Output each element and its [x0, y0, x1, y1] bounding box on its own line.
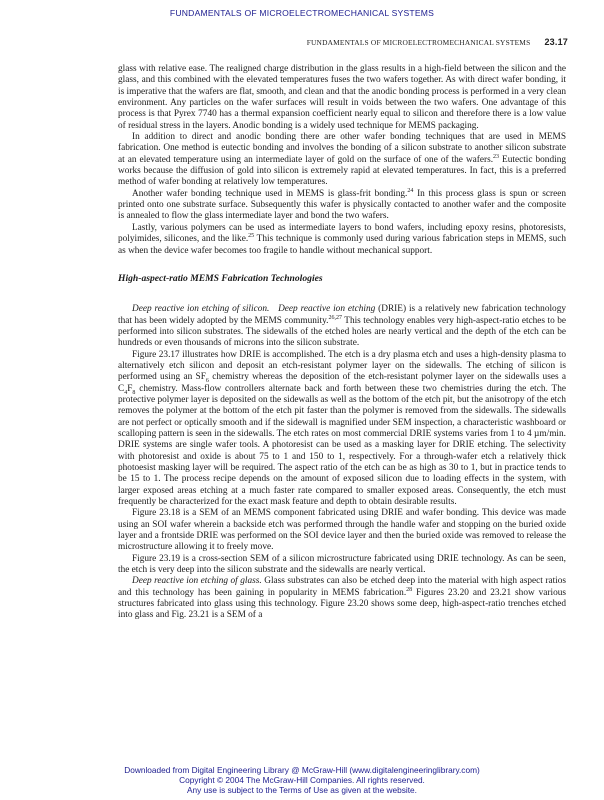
- reference-number: 24: [407, 187, 414, 194]
- paragraph: [118, 576, 566, 621]
- reference-number: 23: [493, 153, 500, 160]
- subscript: 4: [124, 389, 128, 396]
- paragraph: [118, 304, 566, 349]
- text: This technology enables very high-aspect-ratio etches to be performed into silicon substrates. The sidewalls of the etched holes are nearly vertical and the depth of the etch can be hundreds or even thousands of microns into the silicon substrate.: [118, 315, 566, 349]
- paragraph: [118, 189, 566, 223]
- footer-line-terms[interactable]: Any use is subject to the Terms of Use as given at the website.: [187, 785, 417, 795]
- text: Another wafer bonding technique used in MEMS is glass-frit bonding.: [132, 188, 408, 199]
- paragraph: [118, 350, 566, 509]
- paragraph: Figure 23.18 is a SEM of an MEMS component fabricated using DRIE and wafer bonding. This device was made using an SOI wafer wherein a backside etch was performed through the handle wafer and stopping on the buried oxide layer and a frontside DRIE was performed on the SOI device layer and then the buried oxide was removed to release the microstructure allowing it to freely move.: [118, 508, 566, 553]
- subscript: 8: [132, 389, 136, 396]
- text: In addition to direct and anodic bonding there are other wafer bonding techniques that are used in MEMS fabrication. One method is eutectic bonding and involves the bonding of a silicon substrate to another silicon substrate at an elevated temperature using an intermediate layer of gold on the surface of one of the wafers.: [118, 132, 566, 165]
- paragraph: [118, 132, 566, 189]
- text: (DRIE) is a relatively new fabrication technology that has been widely adopted by the MEMS community.: [118, 304, 566, 326]
- run-in-heading: Deep reactive ion etching of glass.: [132, 576, 262, 587]
- text: Glass substrates can also be etched deep into the material with high aspect ratios and this technology has been gaining in popularity in MEMS fabrication.: [118, 576, 567, 598]
- footer-line-copyright: Copyright © 2004 The McGraw-Hill Companies. All rights reserved.: [179, 775, 425, 785]
- paragraph: [118, 223, 566, 257]
- footer-line-download[interactable]: Downloaded from Digital Engineering Library @ McGraw-Hill (www.digitalengineeringlibrary.com): [124, 765, 480, 775]
- text: This technique is commonly used during various fabrication steps in MEMS, such as when the device wafer becomes too fragile to handle without mechanical support.: [118, 234, 566, 256]
- defined-term: Deep reactive ion etching: [278, 304, 376, 315]
- reference-number: 26,27: [328, 314, 342, 321]
- text: In this process glass is spun or screen printed onto one substrate surface. Subsequently this wafer is physically contacted to another wafer and the composite is annealed to flow the glass intermediate layer and bond the two wafers.: [118, 188, 566, 222]
- running-head: [307, 37, 568, 47]
- running-head-title: FUNDAMENTALS OF MICROELECTROMECHANICAL SYSTEMS: [306, 38, 531, 47]
- text: chemistry. Mass-flow controllers alternate back and forth between these two chemistries during the etch. The protective polymer layer is deposited on the sidewalls as well as the bottom of the etch pit, but the anisotropy of the etch removes the polymer at the bottom of the etch pit faster than the polymer is removed from the sidewalls. The sidewalls are not perfect or optically smooth and if the sidewall is magnified under SEM inspection, a characteristic washboard or scalloping pattern is seen in the sidewalls. The etch rates on most commercial DRIE systems varies from 1 to 4 µm/min. DRIE systems are single wafer tools. A photoresist can be used as a masking layer for DRIE etching. The selectivity with photoresist and oxide is about 75 to 1 and 150 to 1, respectively. For a through-wafer etch a relatively thick photoesist masking layer will be required. The aspect ratio of the etch can be as high as 30 to 1, but in practice tends to be 15 to 1. The process recipe depends on the amount of exposed silicon due to loading effects in the system, with larger exposed areas etching at a much faster rate compared to smaller exposed areas. Consequently, the etch must frequently be characterized for the exact mask feature and depth to obtain desirable results.: [118, 383, 566, 508]
- section-heading: High-aspect-ratio MEMS Fabrication Technologies: [118, 272, 323, 284]
- text: chemistry whereas the deposition of the etch-resistant polymer layer on the sidewalls uses a C: [118, 372, 567, 394]
- text: Lastly, various polymers can be used as intermediate layers to bond wafers, including epoxy resins, photoresists, polyimides, silicones, and the like.: [118, 222, 566, 245]
- text: Eutectic bonding works because the diffusion of gold into silicon is extremely rapid at elevated temperatures. In fact, this is a preferred method of wafer bonding at relatively low temperatures.: [118, 154, 566, 188]
- page-number: 23.17: [544, 37, 568, 47]
- run-in-heading: Deep reactive ion etching of silicon.: [132, 304, 270, 315]
- paragraph: Figure 23.19 is a cross-section SEM of a silicon microstructure fabricated using DRIE technology. As can be seen, the etch is very deep into the silicon substrate and the sidewalls are nearly vertical.: [118, 553, 566, 576]
- reference-number: 28: [406, 586, 413, 593]
- paragraph: glass with relative ease. The realigned charge distribution in the glass results in a high-field between the silicon and the glass, and this combined with the elevated temperatures fuses the two wafers together. As with direct wafer bonding, it is imperative that the wafers are flat, smooth, and clean and that the anodic bonding process is performed in a very clean environment. Any particles on the wafer surfaces will result in voids between the two wafers. One advantage of this process is that Pyrex 7740 has a thermal expansion coefficient nearly equal to silicon and therefore there is a low value of residual stress in the layers. Anodic bonding is a widely used technique for MEMS packaging.: [118, 64, 566, 131]
- reference-number: 25: [248, 233, 255, 240]
- subscript: 6: [205, 378, 209, 385]
- download-footer: [0, 765, 604, 795]
- text: Figure 23.17 illustrates how DRIE is accomplished. The etch is a dry plasma etch and uses a high-density plasma to alternatively etch silicon and deposit an etch-resistant polymer layer on the sidewalls. The etching of silicon is performed using an SF: [118, 349, 566, 383]
- top-banner: FUNDAMENTALS OF MICROELECTROMECHANICAL SYSTEMS: [169, 8, 435, 18]
- body-text: [118, 64, 566, 622]
- text: Figures 23.20 and 23.21 show various structures fabricated into glass using this technology. Figure 23.20 shows some deep, high-aspect-ratio trenches etched into glass and Fig. 23.21 is a SEM of a: [118, 587, 567, 621]
- text: F: [127, 383, 133, 394]
